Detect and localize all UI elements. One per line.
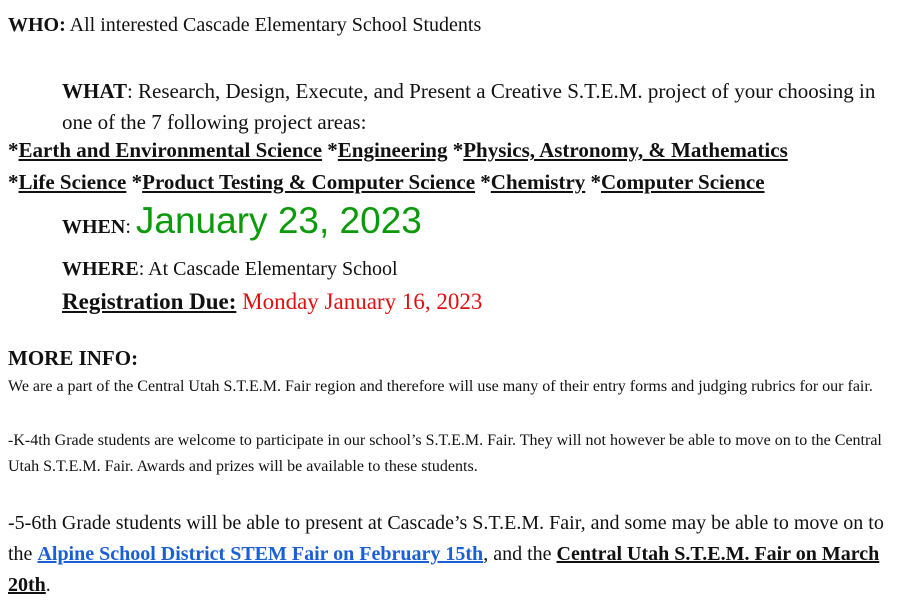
registration-label: Registration Due: [62,289,237,314]
when-line [62,200,422,242]
project-areas-row-2: *Life Science *Product Testing & Computer Science *Chemistry *Computer Science [8,170,765,194]
where-label: WHERE [62,258,139,280]
what-label: WHAT [62,79,127,103]
title-fragment-decoration [300,0,517,1]
more-info-heading: MORE INFO: [8,346,139,370]
area-physics: Physics, Astronomy, & Mathematics [463,138,788,162]
area-computer-science: Computer Science [601,170,765,194]
when-label: WHEN [62,216,126,238]
registration-line [62,289,482,315]
what-line [62,76,892,138]
more-info-paragraph-2: -K-4th Grade students are welcome to participate in our school’s S.T.E.M. Fair. They will not however be able to move on to the Central Utah S.T.E.M. Fair. Awards and prizes will be available to these students. [8,432,882,475]
area-life-science: Life Science [18,170,127,194]
what-text: : Research, Design, Execute, and Present a Creative S.T.E.M. project of your choosing in one of the 7 following project areas: [62,79,876,134]
who-text: All interested Cascade Elementary School Students [65,14,482,36]
area-product-testing: Product Testing & Computer Science [142,170,476,194]
project-areas-row-1: *Earth and Environmental Science *Engineering *Physics, Astronomy, & Mathematics [8,138,788,162]
registration-date: Monday January 16, 2023 [236,289,483,314]
central-utah-fair-date: Central Utah S.T.E.M. Fair on March 20th [8,543,880,596]
who-label: WHO: [8,14,66,36]
who-line [8,14,481,37]
alpine-fair-link[interactable]: Alpine School District STEM Fair on February 15th [37,543,484,565]
paragraph-3-start: -5-6th Grade students will be able to present at Cascade’s S.T.E.M. Fair, and some may be able to move on to the [8,512,884,565]
when-separator: : [125,216,136,238]
where-line [62,258,398,281]
area-engineering: Engineering [337,138,448,162]
area-earth: Earth and Environmental Science [18,138,323,162]
event-date: January 23, 2023 [135,200,422,241]
more-info-paragraph-3 [8,508,888,601]
cut-off-title [300,0,740,4]
area-chemistry: Chemistry [490,170,586,194]
paragraph-3-end: . [45,574,51,596]
more-info-paragraph-1: We are a part of the Central Utah S.T.E.M. Fair region and therefore will use many of their entry forms and judging rubrics for our fair. [8,378,873,395]
where-text: : At Cascade Elementary School [138,258,398,280]
paragraph-3-mid: , and the [483,543,557,565]
